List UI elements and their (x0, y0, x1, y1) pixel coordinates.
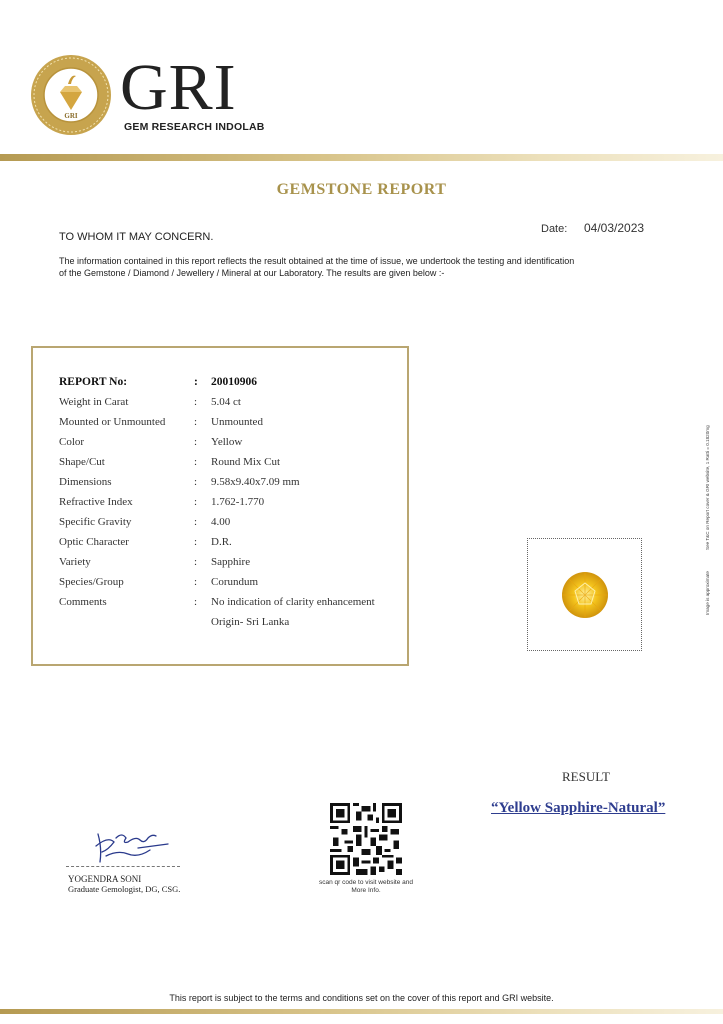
side-note-image-text: Image is approximate (705, 571, 710, 615)
row-value: Round Mix Cut (211, 456, 281, 468)
row-separator: : (194, 496, 198, 508)
row-separator: : (194, 416, 198, 428)
row-separator: : (194, 556, 198, 568)
row-label: Shape/Cut (59, 456, 105, 468)
row-value: 9.58x9.40x7.09 mm (211, 476, 300, 488)
origin-value: Origin- Sri Lanka (211, 616, 290, 628)
signature-line (66, 866, 180, 867)
row-label: Refractive Index (59, 496, 133, 508)
row-value: Corundum (211, 576, 259, 588)
row-label: Species/Group (59, 576, 124, 588)
yellow-sapphire-image (561, 571, 609, 619)
gri-seal-logo (30, 54, 112, 136)
footer-terms: This report is subject to the terms and conditions set on the cover of this report and GRI website. (169, 993, 554, 1003)
gri-logo-subtitle: GEM RESEARCH INDOLAB (124, 121, 265, 133)
row-label: Specific Gravity (59, 516, 132, 528)
report-title: GEMSTONE REPORT (276, 181, 447, 198)
side-note-image (703, 565, 711, 615)
row-label: Color (59, 436, 85, 448)
result-label: RESULT (562, 769, 610, 784)
row-label: Variety (59, 556, 91, 568)
row-value: Sapphire (211, 556, 251, 568)
gri-logo-text: GRI (120, 51, 237, 124)
qr-code[interactable] (330, 803, 402, 875)
row-label: Dimensions (59, 476, 112, 488)
qr-caption: scan qr code to visit website and More Info. (319, 879, 413, 894)
row-separator: : (194, 596, 198, 608)
row-separator: : (194, 476, 198, 488)
row-separator: : (194, 396, 198, 408)
row-separator: : (194, 516, 198, 528)
row-separator: : (194, 536, 198, 548)
row-label: Weight in Carat (59, 396, 129, 408)
svg-text:GRI: GRI (64, 112, 78, 120)
row-value: 1.762-1.770 (211, 496, 265, 508)
row-value: Yellow (211, 436, 243, 448)
row-separator: : (194, 456, 198, 468)
row-value: 5.04 ct (211, 396, 241, 408)
row-label: Mounted or Unmounted (59, 416, 166, 428)
row-separator: : (194, 376, 198, 388)
date-label: Date: (541, 223, 568, 235)
bottom-gold-rule (0, 1009, 723, 1014)
signatory-name: YOGENDRA SONI (68, 874, 142, 884)
row-label: Comments (59, 596, 107, 608)
intro-paragraph: The information contained in this report reflects the result obtained at the time of issue, we undertook the testing and identification of the Gemstone / Diamond / Jewellery / Mineral at our Laboratory. The results are given below :- (59, 256, 575, 278)
top-gold-rule (0, 154, 723, 161)
side-note-terms-text: See T&C on Report cover & GRI website, 1 Ratti = 0.1820mg (705, 425, 710, 550)
signatory-title: Graduate Gemologist, DG, CSG. (68, 884, 181, 894)
row-value: No indication of clarity enhancement (211, 596, 375, 608)
row-value: 20010906 (211, 376, 257, 388)
row-value: 4.00 (211, 516, 231, 528)
result-value: “Yellow Sapphire-Natural” (491, 800, 666, 816)
row-value: D.R. (211, 536, 232, 548)
row-label: Optic Character (59, 536, 129, 548)
row-label: REPORT No: (59, 376, 128, 388)
signature-image (78, 826, 174, 870)
row-value: Unmounted (211, 416, 263, 428)
row-separator: : (194, 576, 198, 588)
salutation: TO WHOM IT MAY CONCERN. (59, 231, 214, 243)
side-note-terms (703, 390, 711, 550)
row-separator: : (194, 436, 198, 448)
date-value: 04/03/2023 (584, 221, 645, 235)
